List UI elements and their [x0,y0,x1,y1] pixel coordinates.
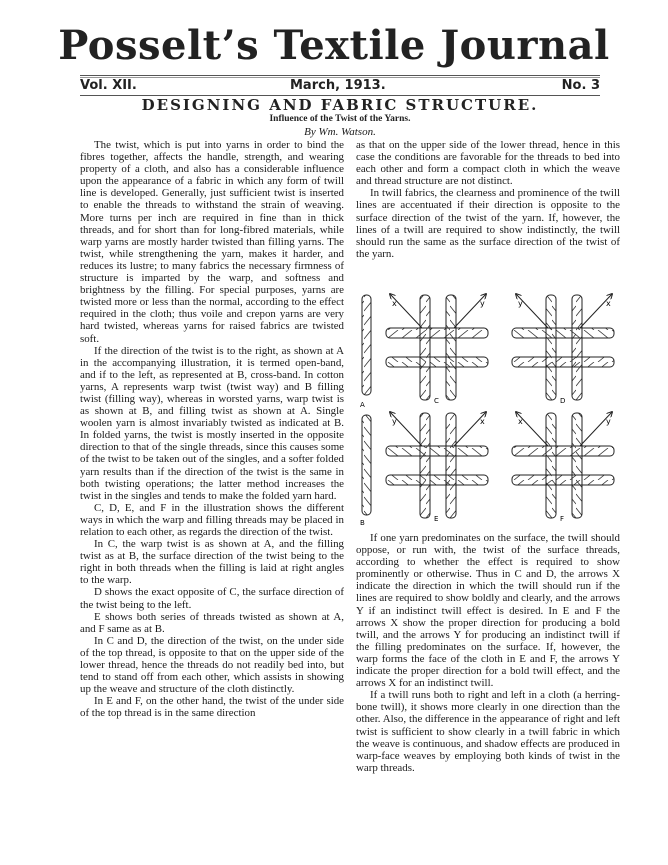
svg-text:D: D [560,397,566,405]
svg-text:y: y [480,299,485,308]
weave-diagram-e [386,412,488,523]
text-column-left [80,139,344,720]
svg-text:C: C [434,397,439,405]
masthead-rule-top [80,75,600,76]
paragraph: In C and D, the direction of the twist, on the under side of the top thread, is opposite to that on the upper side of the lower thread, hence the threads do not readily bed into, but tend to stand off from each other, which assists in showing up the weave and structure of the cloth distinctly. [80,634,344,696]
paragraph: If one yarn predominates on the surface, the twill should oppose, or run with, the twist of the surface threads, according to whether the effect is required to show prominently or otherwise. Thus in C and D, the arrows X indicate the direction in which the twill should run if the lines are required to show boldly and clearly, and the arrows Y if an indistinct twill effect is desired. In E and F the arrows X show the proper direction for producing a bold twill, and the arrows Y for producing an indistinct twill if the filling predominates on the surface. If, however, the warp forms the face of the cloth in E and F, the arrows Y indicate the proper direction for a bold twill effect, and the arrows X for an indistinct twill. [356,532,620,690]
svg-text:y: y [606,417,611,426]
weave-diagram-d [512,294,614,405]
issue-date: March, 1913. [290,78,386,93]
paragraph: C, D, E, and F in the illustration shows the different ways in which the warp and filling threads may be placed in relation to each other, as regards the direction of the twist. [80,501,344,538]
svg-text:x: x [518,417,523,426]
svg-text:x: x [480,417,485,426]
text-column-right-bottom [356,532,620,774]
svg-text:x: x [392,299,397,308]
journal-masthead: Posselt’s Textile Journal [58,22,610,69]
text-column-right-top [356,139,620,260]
article-subtitle: Influence of the Twist of the Yarns. [269,114,411,124]
paragraph: The twist, which is put into yarns in order to bind the fibres together, affects the handle, strength, and wearing property of a cloth, and also has a considerable influence upon the appearance of a fabric in which any form of twill line is developed. Generally, just sufficient twist is inserted to enable the threads to withstand the strain of weaving. More turns per inch are required in fine than in thick threads, and for short than for long-fibred materials, while warp yarns are mostly harder twisted than filling yarns. The twist, while strengthening the yarn, makes it harder, and reduces its lustre; to many fabrics the necessary firmness of structure is imparted by the warp, and softness and brightness by the filling. For special purposes, yarns are twisted more or less than the normal, according to the effect required in the cloth; thus voile and crepon yarns are very hard twisted, whereas yarns for raised fabrics are twisted soft. [80,139,344,345]
paragraph: D shows the exact opposite of C, the surface direction of the twist being to the left. [80,586,344,611]
issue-info-row [80,78,600,96]
article-title: DESIGNING AND FABRIC STRUCTURE. [141,96,539,114]
yarn-b [360,415,371,525]
twist-illustration [356,285,628,525]
yarn-a [360,295,371,409]
svg-text:F: F [560,515,565,523]
paragraph: as that on the upper side of the lower thread, hence in this case the conditions are favorable for the threads to bed into each other and form a compact cloth in which the weave and thread structure are not distinct. [356,139,620,188]
issue-number: No. 3 [561,78,600,93]
svg-text:E: E [434,515,439,523]
svg-text:y: y [392,417,397,426]
weave-diagram-f [512,412,614,523]
svg-text:y: y [518,299,523,308]
svg-text:A: A [360,401,365,409]
weave-diagram-c [386,294,488,405]
volume-label: Vol. XII. [80,78,137,93]
svg-text:x: x [606,299,611,308]
paragraph: In C, the warp twist is as shown at A, and the filling twist as at B, the surface direction of the twist being to the right in both threads when the filling is laid at right angles to the warp. [80,538,344,587]
paragraph: In E and F, on the other hand, the twist of the under side of the top thread is in the same direction [80,695,344,720]
paragraph: If the direction of the twist is to the right, as shown at A in the accompanying illustration, it is termed open-band, and if to the left, as represented at B, cross-band. In cotton yarns, A represents warp twist (twist way) and B filling twist (filling way), whereas in worsted yarns, warp twist is as shown at B, and filling twist as shown at A. Single woolen yarn is almost invariably twisted as indicated at B. In folded yarns, the twist is mostly inserted in the opposite direction to that of the single threads, since this causes some of the twist to be taken out of the singles, and a softer folded yarn results than if the direction of the twist is the same in both twisting operations; the latter method increases the twist in the singles and tends to make the folded yarn hard. [80,344,344,502]
svg-text:B: B [360,519,365,525]
paragraph: E shows both series of threads twisted as shown at A, and F same as at B. [80,610,344,635]
paragraph: If a twill runs both to right and left in a cloth (a herring-bone twill), it shows more clearly in one direction than the other. Also, the difference in the appearance of right and left twist is sufficient to show clearly in a twill fabric in which the weave is continuous, and shadow effects are produced in warp-face weaves by employing both kinds of twist in the warp threads. [356,689,620,774]
paragraph: In twill fabrics, the clearness and prominence of the twill lines are accentuated if their direction is opposite to the surface direction of the twist of the yarn. If, however, the lines of a twill are required to show indistinctly, the twill should run the same as the surface direction of the twist of the yarn. [356,187,620,260]
article-byline: By Wm. Watson. [304,126,376,138]
